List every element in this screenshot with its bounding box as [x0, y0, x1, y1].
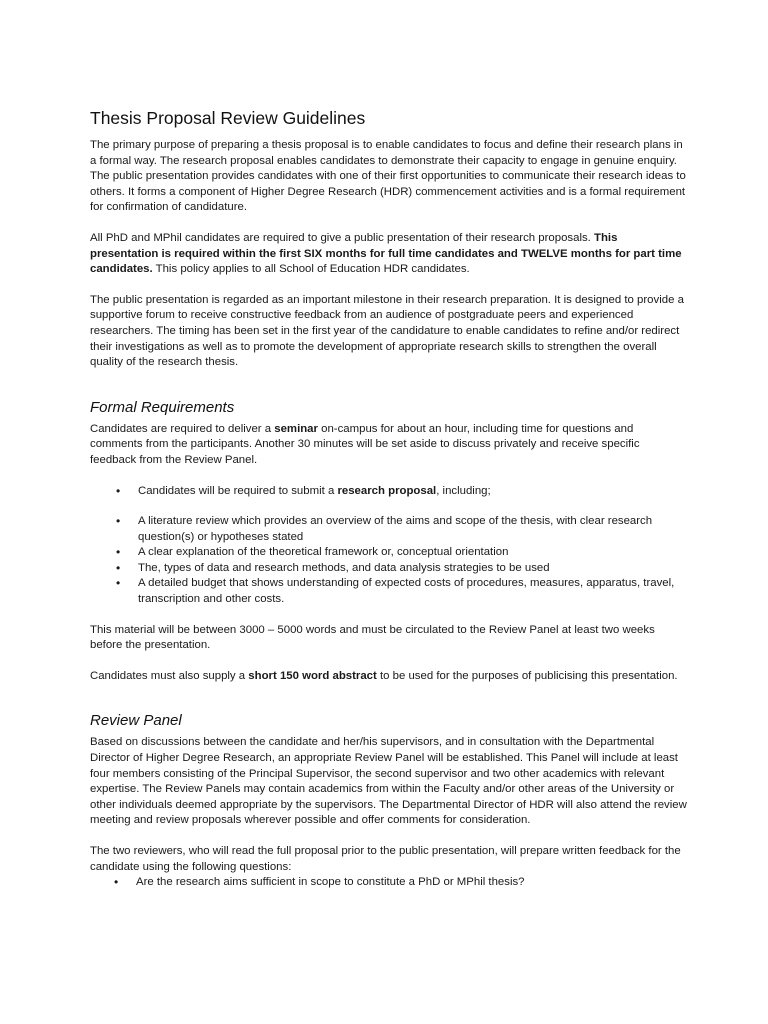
formal-p1-text: Candidates are required to deliver a [90, 422, 275, 435]
bullet-bold: research proposal [337, 484, 437, 497]
intro-p2-bold: This presentation is required within the first SIX months for full time candidates and TWELVE months for part time candidates. [90, 231, 682, 276]
formal-p3-text-end: to be used for the purposes of publicising this presentation. [376, 669, 678, 682]
list-item: • A literature review which provides an overview of the aims and scope of the thesis, with clear research question(s) or hypotheses stated [90, 514, 688, 545]
panel-paragraph-2: The two reviewers, who will read the full proposal prior to the public presentation, will prepare written feedback for the candidate using the following questions: [90, 845, 681, 873]
formal-requirements-heading: Formal Requirements [90, 398, 235, 416]
formal-paragraph-2: This material will be between 3000 – 5000 words and must be circulated to the Review Panel at least two weeks before the presentation. [90, 623, 655, 652]
formal-paragraph-1 [90, 422, 688, 469]
list-item: • A detailed budget that shows understanding of expected costs of procedures, measures, apparatus, travel, transcription and other costs. [90, 576, 688, 607]
intro-paragraph-3: The public presentation is regarded as an important milestone in their research preparation. It is designed to provide a supportive forum to receive constructive feedback from an audience of postgraduate peers and experienced researchers. The timing has been set in the first year of the candidature to enable candidates to refine and/or redirect their investigations as well as to promote the development of appropriate research skills to strengthen the overall quality of the research thesis. [90, 293, 684, 369]
list-item [90, 484, 688, 500]
intro-p2-text-end: This policy applies to all School of Education HDR candidates. [152, 263, 470, 276]
list-item: • The, types of data and research methods, and data analysis strategies to be used [90, 561, 688, 577]
panel-bullet-list [90, 875, 688, 891]
list-item: • A clear explanation of the theoretical framework or, conceptual orientation [90, 545, 688, 561]
list-item: • Are the research aims sufficient in scope to constitute a PhD or MPhil thesis? [90, 875, 688, 891]
intro-paragraph-2 [90, 231, 688, 278]
intro-paragraph-1: The primary purpose of preparing a thesis proposal is to enable candidates to focus and define their research plans in a formal way. The research proposal enables candidates to demonstrate their capacity to engage in genuine enquiry. The public presentation provides candidates with one of their first opportunities to communicate their research ideas to others. It forms a component of Higher Degree Research (HDR) commencement activities and is a formal requirement for confirmation of candidature. [90, 139, 686, 214]
intro-p2-text: All PhD and MPhil candidates are required to give a public presentation of their research proposals. [90, 231, 595, 244]
formal-bullet-list [90, 514, 688, 608]
bullet-text: Candidates will be required to submit a [138, 484, 338, 497]
formal-p1-text-end: on-campus for about an hour, including time for questions and comments from the participants. Another 30 minutes will be set aside to discuss privately and receive specific feedback from the Review Panel. [90, 422, 640, 466]
formal-paragraph-3 [90, 669, 688, 685]
panel-paragraph-1: Based on discussions between the candidate and her/his supervisors, and in consultation with the Departmental Director of Higher Degree Research, an appropriate Review Panel will be established. This Panel will include at least four members consisting of the Principal Supervisor, the second supervisor and two other academics with relevant expertise. The Review Panels may contain academics from within the Faculty and/or other areas of the University or other individuals deemed appropriate by the supervisors. The Departmental Director of HDR will also attend the review meeting and review proposals wherever possible and offer comments for consideration. [90, 736, 687, 827]
bullet-text-end: , including; [436, 484, 491, 497]
formal-p3-bold: short 150 word abstract [248, 669, 377, 682]
formal-main-bullet-list [90, 484, 688, 500]
formal-p3-text: Candidates must also supply a [90, 669, 249, 682]
page-title: Thesis Proposal Review Guidelines [90, 108, 366, 128]
formal-p1-bold: seminar [274, 422, 318, 435]
review-panel-heading: Review Panel [90, 712, 182, 730]
